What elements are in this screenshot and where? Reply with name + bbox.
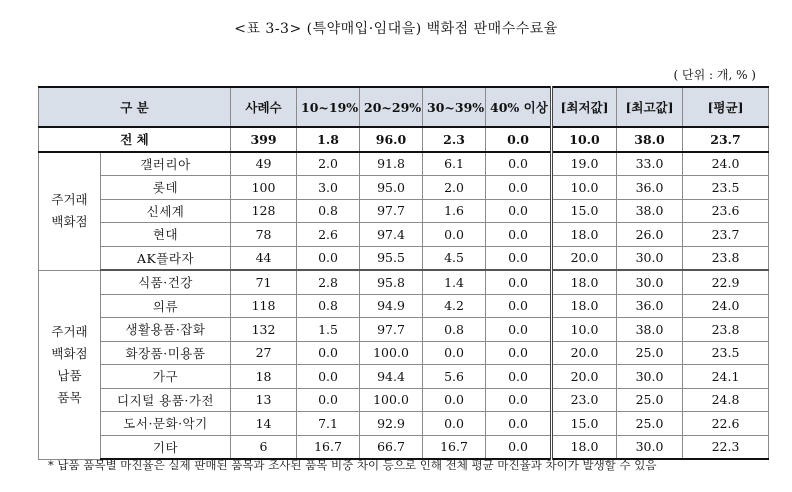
- data-cell: 18.0: [552, 270, 617, 294]
- data-cell: 16.7: [297, 435, 360, 459]
- row-category: 갤러리아: [101, 152, 231, 176]
- data-cell: 132: [231, 318, 297, 342]
- data-cell: 0.0: [486, 365, 552, 389]
- data-cell: 0.0: [423, 412, 486, 436]
- total-cell: 399: [231, 127, 297, 152]
- group-label-line: 품목: [57, 389, 82, 405]
- data-cell: 66.7: [360, 435, 423, 459]
- data-cell: 38.0: [617, 199, 683, 223]
- row-category: 롯데: [101, 176, 231, 200]
- group-label-line: 백화점: [51, 345, 88, 361]
- data-cell: 91.8: [360, 152, 423, 176]
- data-cell: 100.0: [360, 388, 423, 412]
- data-cell: 33.0: [617, 152, 683, 176]
- data-cell: 23.7: [683, 223, 769, 247]
- data-cell: 0.0: [297, 365, 360, 389]
- total-cell: 23.7: [683, 127, 769, 152]
- table-row: [39, 223, 769, 247]
- data-cell: 23.5: [683, 176, 769, 200]
- data-cell: 23.5: [683, 341, 769, 365]
- total-cell: 0.0: [486, 127, 552, 152]
- header-min: [최저값]: [552, 87, 617, 127]
- data-cell: 23.8: [683, 246, 769, 270]
- total-cell: 1.8: [297, 127, 360, 152]
- data-cell: 95.8: [360, 270, 423, 294]
- data-cell: 97.4: [360, 223, 423, 247]
- data-cell: 100: [231, 176, 297, 200]
- data-cell: 0.0: [297, 246, 360, 270]
- total-cell: 38.0: [617, 127, 683, 152]
- data-cell: 97.7: [360, 199, 423, 223]
- data-cell: 15.0: [552, 412, 617, 436]
- data-cell: 24.1: [683, 365, 769, 389]
- data-cell: 0.8: [297, 294, 360, 318]
- data-cell: 0.0: [486, 199, 552, 223]
- row-category: AK플라자: [101, 246, 231, 270]
- data-cell: 24.8: [683, 388, 769, 412]
- data-cell: 0.0: [423, 223, 486, 247]
- data-cell: 118: [231, 294, 297, 318]
- data-cell: 20.0: [552, 341, 617, 365]
- data-cell: 25.0: [617, 412, 683, 436]
- table-row: [39, 152, 769, 176]
- data-cell: 71: [231, 270, 297, 294]
- data-cell: 128: [231, 199, 297, 223]
- data-cell: 0.0: [486, 152, 552, 176]
- data-cell: 30.0: [617, 246, 683, 270]
- data-cell: 27: [231, 341, 297, 365]
- group-label-line: 납품: [57, 367, 82, 383]
- data-cell: 2.0: [423, 176, 486, 200]
- table-row: [39, 341, 769, 365]
- header-row: [39, 87, 769, 127]
- row-category: 가구: [101, 365, 231, 389]
- data-cell: 20.0: [552, 365, 617, 389]
- data-cell: 92.9: [360, 412, 423, 436]
- data-cell: 0.0: [423, 341, 486, 365]
- group-label-line: 주거래: [51, 192, 88, 207]
- data-cell: 0.0: [486, 246, 552, 270]
- row-category: 현대: [101, 223, 231, 247]
- data-cell: 22.3: [683, 435, 769, 459]
- data-cell: 13: [231, 388, 297, 412]
- data-cell: 23.8: [683, 318, 769, 342]
- data-cell: 0.0: [486, 435, 552, 459]
- total-label: 전 체: [39, 127, 231, 152]
- data-cell: 10.0: [552, 318, 617, 342]
- data-cell: 95.5: [360, 246, 423, 270]
- group-label-line: 주거래: [51, 323, 88, 339]
- data-cell: 95.0: [360, 176, 423, 200]
- data-cell: 22.9: [683, 270, 769, 294]
- total-cell: 10.0: [552, 127, 617, 152]
- data-cell: 94.9: [360, 294, 423, 318]
- data-cell: 25.0: [617, 388, 683, 412]
- data-cell: 38.0: [617, 318, 683, 342]
- data-cell: 36.0: [617, 176, 683, 200]
- header-category: 구 분: [39, 87, 231, 127]
- data-cell: 19.0: [552, 152, 617, 176]
- data-cell: 0.0: [297, 388, 360, 412]
- data-cell: 30.0: [617, 435, 683, 459]
- data-cell: 6.1: [423, 152, 486, 176]
- data-cell: 14: [231, 412, 297, 436]
- data-cell: 0.8: [297, 199, 360, 223]
- data-cell: 2.6: [297, 223, 360, 247]
- table-row: [39, 435, 769, 459]
- table-row: [39, 176, 769, 200]
- header-range-40-plus: 40% 이상: [486, 87, 552, 127]
- data-cell: 100.0: [360, 341, 423, 365]
- data-cell: 1.5: [297, 318, 360, 342]
- data-cell: 2.0: [297, 152, 360, 176]
- data-cell: 4.2: [423, 294, 486, 318]
- data-cell: 23.6: [683, 199, 769, 223]
- row-category: 디지털 용품·가전: [101, 388, 231, 412]
- data-cell: 36.0: [617, 294, 683, 318]
- total-cell: 2.3: [423, 127, 486, 152]
- total-cell: 96.0: [360, 127, 423, 152]
- header-range-20-29: 20~29%: [360, 87, 423, 127]
- data-cell: 5.6: [423, 365, 486, 389]
- row-category: 도서·문화·악기: [101, 412, 231, 436]
- data-cell: 94.4: [360, 365, 423, 389]
- data-cell: 0.0: [486, 318, 552, 342]
- data-cell: 44: [231, 246, 297, 270]
- data-cell: 18.0: [552, 435, 617, 459]
- group-label: [39, 270, 101, 459]
- table-title: <표 3-3> (특약매입·임대을) 백화점 판매수수료율: [234, 21, 558, 37]
- data-cell: 18.0: [552, 294, 617, 318]
- data-cell: 4.5: [423, 246, 486, 270]
- header-max: [최고값]: [617, 87, 683, 127]
- data-cell: 1.6: [423, 199, 486, 223]
- data-cell: 18.0: [552, 223, 617, 247]
- row-category: 생활용품·잡화: [101, 318, 231, 342]
- table-row: [39, 246, 769, 270]
- table-row: [39, 270, 769, 294]
- data-cell: 6: [231, 435, 297, 459]
- data-cell: 3.0: [297, 176, 360, 200]
- table-row: [39, 294, 769, 318]
- data-cell: 10.0: [552, 176, 617, 200]
- row-category: 기타: [101, 435, 231, 459]
- table-body: [39, 127, 769, 459]
- data-cell: 0.0: [297, 341, 360, 365]
- data-cell: 22.6: [683, 412, 769, 436]
- data-cell: 0.0: [486, 223, 552, 247]
- data-cell: 0.0: [486, 294, 552, 318]
- data-cell: 7.1: [297, 412, 360, 436]
- data-cell: 24.0: [683, 294, 769, 318]
- data-cell: 15.0: [552, 199, 617, 223]
- data-cell: 30.0: [617, 365, 683, 389]
- data-cell: 0.0: [486, 176, 552, 200]
- data-cell: 97.7: [360, 318, 423, 342]
- data-cell: 25.0: [617, 341, 683, 365]
- data-cell: 0.0: [423, 388, 486, 412]
- data-cell: 2.8: [297, 270, 360, 294]
- group-label: [39, 152, 101, 271]
- data-cell: 49: [231, 152, 297, 176]
- table-row: [39, 199, 769, 223]
- data-cell: 0.8: [423, 318, 486, 342]
- data-cell: 1.4: [423, 270, 486, 294]
- total-row: [39, 127, 769, 152]
- table-row: [39, 318, 769, 342]
- data-cell: 18: [231, 365, 297, 389]
- data-cell: 0.0: [486, 341, 552, 365]
- footnote: * 납품 품목별 마진율은 실제 판매된 품목과 조사된 품목 비중 차이 등으로 인해 전체 평균 마진율과 차이가 발생할 수 있음: [48, 458, 657, 472]
- data-cell: 23.0: [552, 388, 617, 412]
- header-count: 사례수: [231, 87, 297, 127]
- data-cell: 0.0: [486, 412, 552, 436]
- data-cell: 16.7: [423, 435, 486, 459]
- group-label-line: 백화점: [51, 214, 88, 229]
- row-category: 신세계: [101, 199, 231, 223]
- header-avg: [평균]: [683, 87, 769, 127]
- data-cell: 78: [231, 223, 297, 247]
- data-cell: 0.0: [486, 388, 552, 412]
- data-cell: 20.0: [552, 246, 617, 270]
- table-row: [39, 365, 769, 389]
- row-category: 의류: [101, 294, 231, 318]
- table-row: [39, 412, 769, 436]
- data-cell: 24.0: [683, 152, 769, 176]
- data-cell: 0.0: [486, 270, 552, 294]
- data-cell: 26.0: [617, 223, 683, 247]
- commission-rate-table: [38, 86, 769, 460]
- header-range-10-19: 10~19%: [297, 87, 360, 127]
- row-category: 식품·건강: [101, 270, 231, 294]
- data-cell: 30.0: [617, 270, 683, 294]
- unit-label: ( 단위 : 개, % ): [673, 68, 756, 82]
- table-row: [39, 388, 769, 412]
- row-category: 화장품·미용품: [101, 341, 231, 365]
- header-range-30-39: 30~39%: [423, 87, 486, 127]
